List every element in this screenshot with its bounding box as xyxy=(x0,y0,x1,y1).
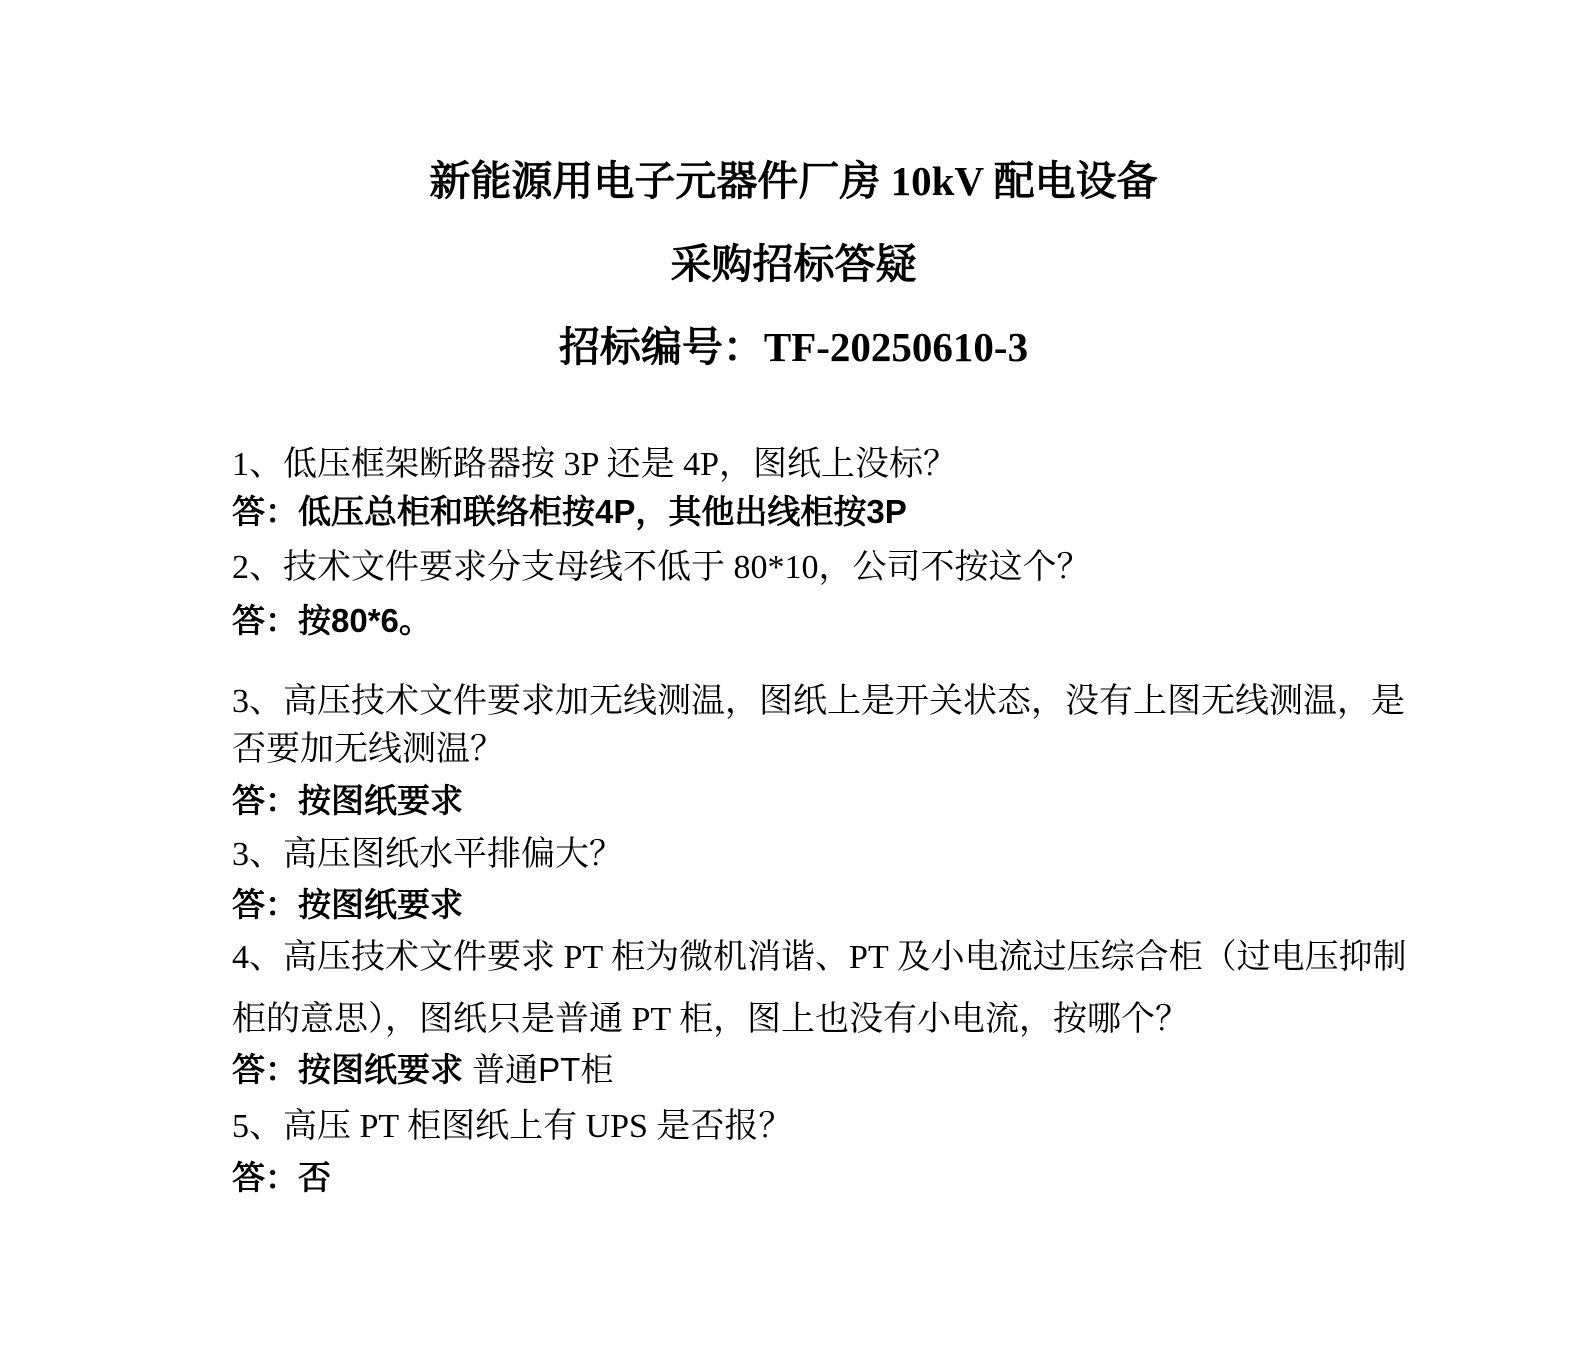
bid-number: 招标编号：TF-20250610-3 xyxy=(558,324,1029,370)
question-text: 2、技术文件要求分支母线不低于 80*10，公司不按这个？ xyxy=(232,549,1091,586)
qa-answer-line xyxy=(232,1050,613,1090)
qa-answer-line xyxy=(232,1158,331,1198)
qa-question-line xyxy=(232,548,1091,589)
qa-answer-line xyxy=(232,781,463,821)
document-subtitle: 采购招标答疑 xyxy=(670,241,917,287)
answer-text: 答：按图纸要求 xyxy=(232,886,463,923)
question-text: 4、高压技术文件要求 PT 柜为微机消谐、PT 及小电流过压综合柜（过电压抑制 xyxy=(232,939,1407,976)
qa-question-line xyxy=(232,835,623,876)
question-text: 5、高压 PT 柜图纸上有 UPS 是否报？ xyxy=(232,1108,793,1145)
answer-text: 答：按图纸要求 xyxy=(232,1051,463,1088)
qa-answer-line xyxy=(232,885,463,925)
answer-text: 答：低压总柜和联络柜按4P，其他出线柜按3P xyxy=(232,493,907,530)
answer-text: 答：按图纸要求 xyxy=(232,782,463,819)
question-text: 3、高压技术文件要求加无线测温，图纸上是开关状态，没有上图无线测温，是 xyxy=(232,683,1405,720)
question-text: 否要加无线测温？ xyxy=(232,731,504,768)
qa-question-line xyxy=(232,1107,792,1148)
document-title: 新能源用电子元器件厂房 10kV 配电设备 xyxy=(429,158,1158,204)
qa-question-line xyxy=(232,730,504,771)
answer-text: 答：按80*6。 xyxy=(232,602,432,639)
qa-answer-line xyxy=(232,492,907,532)
question-text: 3、高压图纸水平排偏大？ xyxy=(232,836,623,873)
question-text: 1、低压框架断路器按 3P 还是 4P，图纸上没标？ xyxy=(232,446,958,483)
answer-text-regular: 普通PT柜 xyxy=(463,1051,614,1088)
qa-question-line xyxy=(232,1000,1189,1041)
qa-question-line xyxy=(232,938,1407,979)
answer-text: 答：否 xyxy=(232,1159,331,1196)
qa-question-line xyxy=(232,445,957,486)
qa-question-line xyxy=(232,682,1405,723)
question-text: 柜的意思），图纸只是普通 PT 柜，图上也没有小电流，按哪个？ xyxy=(232,1001,1190,1038)
qa-answer-line xyxy=(232,601,432,641)
